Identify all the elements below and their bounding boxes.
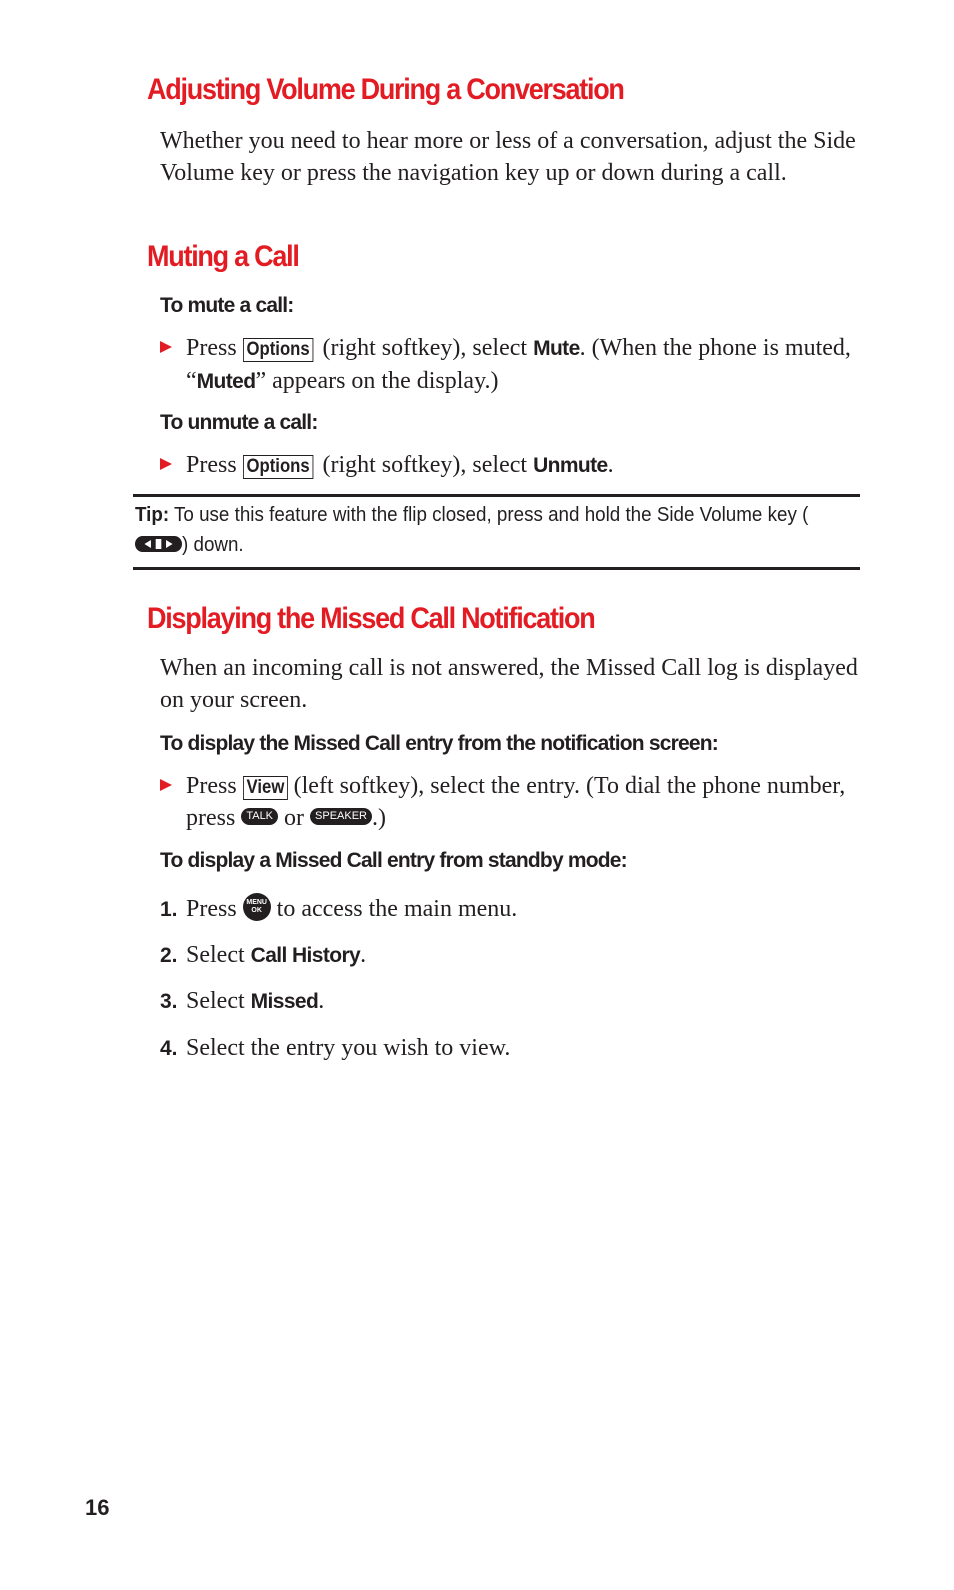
- step-number: 3.: [160, 990, 178, 1013]
- mute-instructions-label: To mute a call:: [160, 294, 294, 317]
- tip-box: Tip: To use this feature with the flip closed, press and hold the Side Volume key ( ) down.: [135, 504, 809, 556]
- tip-bottom-rule: [133, 567, 860, 570]
- adjusting-volume-body: Whether you need to hear more or less of a conversation, adjust the Side Volume key or press the navigation key up or down during a call.: [160, 128, 856, 186]
- missed-call-body: When an incoming call is not answered, the Missed Call log is displayed on your screen.: [160, 655, 858, 713]
- bullet-arrow-icon: [160, 458, 172, 470]
- menu-ok-key-icon: MENU OK: [243, 893, 271, 921]
- speaker-key-icon: SPEAKER: [310, 808, 372, 825]
- step-number: 2.: [160, 944, 178, 967]
- step-number: 4.: [160, 1037, 178, 1060]
- standby-step-2: 2. Select Call History.: [160, 939, 860, 972]
- options-softkey: Options: [243, 455, 313, 479]
- unmute-menu-item: Unmute: [533, 454, 608, 477]
- standby-step-4: 4. Select the entry you wish to view.: [160, 1032, 860, 1064]
- unmute-instructions-label: To unmute a call:: [160, 411, 318, 434]
- side-volume-key-icon: [135, 536, 182, 552]
- unmute-step: Press Options (right softkey), select Unmute.: [160, 449, 860, 482]
- standby-step-1: 1. Press MENU OK to access the main menu.: [160, 893, 860, 925]
- heading-missed-call-notification: Displaying the Missed Call Notification: [147, 602, 595, 635]
- missed-menu-item: Missed: [250, 990, 319, 1013]
- bullet-arrow-icon: [160, 341, 172, 353]
- view-entry-step: Press View (left softkey), select the entry. (To dial the phone number, press TALK or SPEAKER .): [160, 770, 860, 834]
- standby-mode-label: To display a Missed Call entry from standby mode:: [160, 849, 627, 872]
- mute-menu-item: Mute: [533, 337, 580, 360]
- tip-top-rule: [133, 494, 860, 497]
- muted-display-text: Muted: [196, 370, 256, 393]
- talk-key-icon: TALK: [241, 808, 278, 825]
- step-number: 1.: [160, 898, 178, 921]
- page-number: 16: [85, 1495, 110, 1520]
- heading-muting-call: Muting a Call: [147, 240, 299, 273]
- notification-screen-label: To display the Missed Call entry from the notification screen:: [160, 732, 718, 755]
- bullet-arrow-icon: [160, 779, 172, 791]
- call-history-menu-item: Call History: [250, 944, 361, 967]
- heading-adjusting-volume: Adjusting Volume During a Conversation: [147, 73, 624, 106]
- standby-step-3: 3. Select Missed.: [160, 985, 860, 1018]
- view-softkey: View: [243, 776, 288, 800]
- options-softkey: Options: [243, 338, 313, 362]
- tip-label: Tip:: [135, 504, 170, 526]
- mute-step: Press Options (right softkey), select Mute. (When the phone is muted, “Muted” appears on the display.): [160, 332, 860, 398]
